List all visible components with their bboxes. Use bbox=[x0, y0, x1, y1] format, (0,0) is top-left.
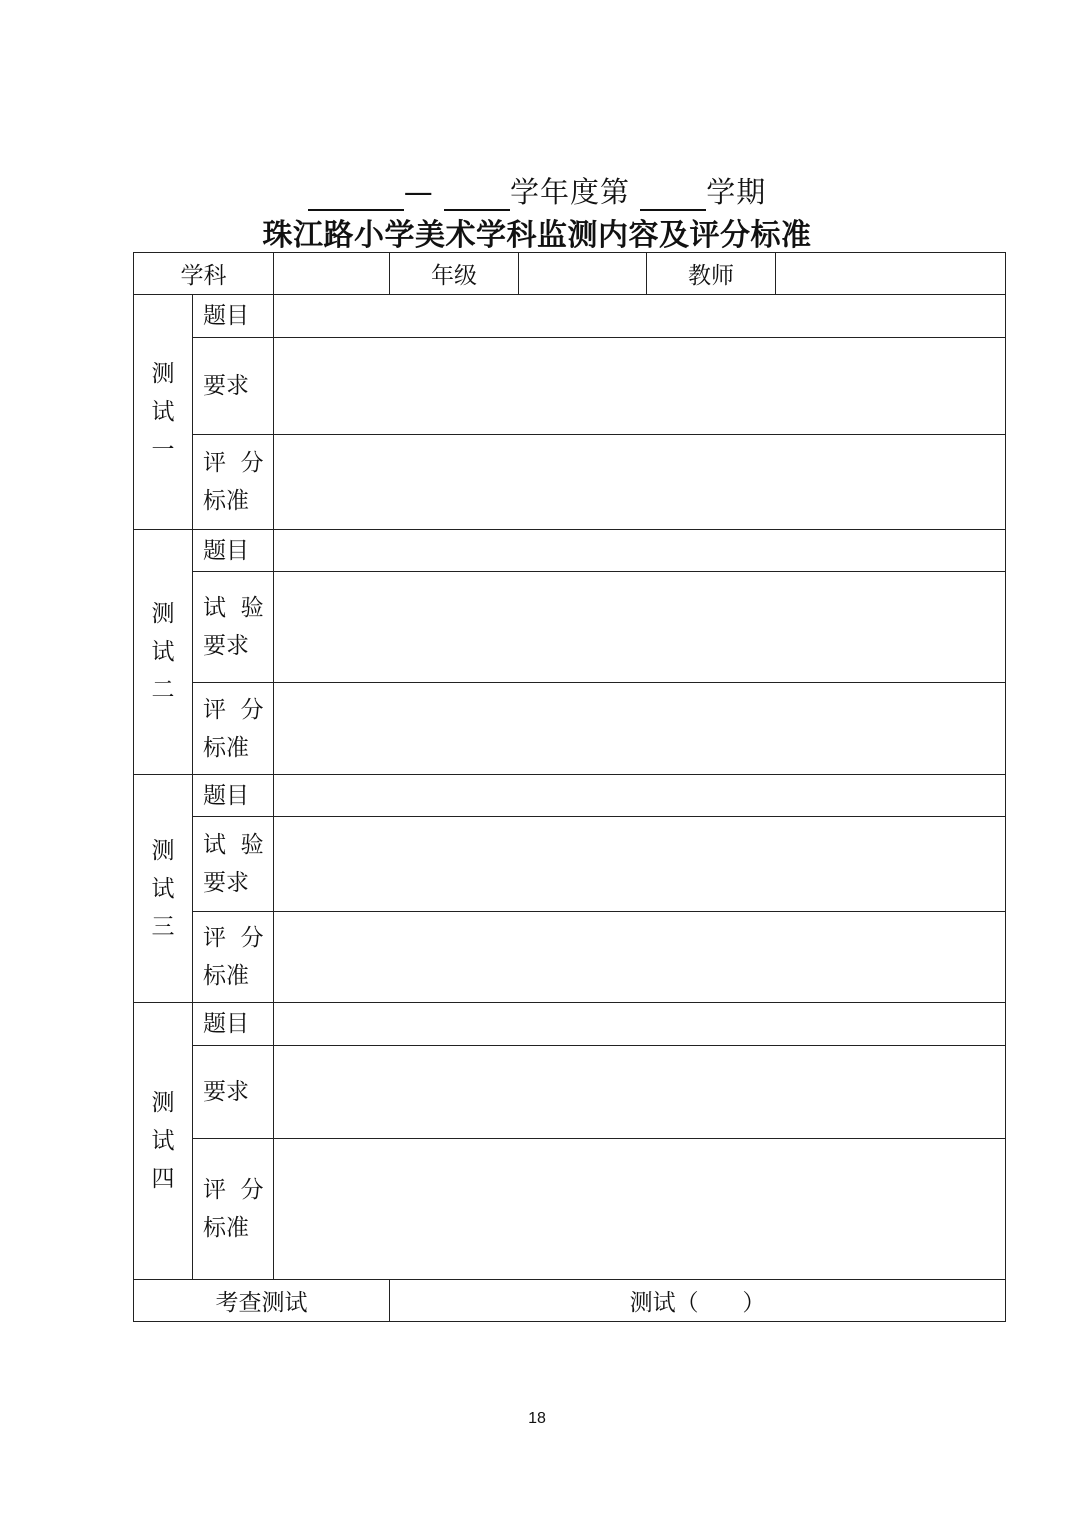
test-2-requirement-row bbox=[134, 572, 1006, 683]
test-2-topic-row bbox=[134, 530, 1006, 572]
test-4-requirement-label: 要求 bbox=[193, 1046, 274, 1139]
test-4-topic-row bbox=[134, 1003, 1006, 1046]
page-title: 珠江路小学美术学科监测内容及评分标准 bbox=[262, 218, 812, 253]
test-4-requirement-field[interactable] bbox=[274, 1046, 1006, 1139]
test-2-label: 测 试 二 bbox=[134, 530, 193, 775]
test-1-topic-field[interactable] bbox=[274, 295, 1006, 338]
info-row bbox=[134, 253, 1006, 295]
test-3-topic-label: 题目 bbox=[193, 775, 274, 817]
test-1-requirement-field[interactable] bbox=[274, 338, 1006, 435]
teacher-label: 教师 bbox=[647, 253, 776, 295]
test-1-topic-row bbox=[134, 295, 1006, 338]
year-suffix: 学年度第 bbox=[509, 175, 630, 209]
teacher-field[interactable] bbox=[776, 253, 1006, 295]
test-2-topic-label: 题目 bbox=[193, 530, 274, 572]
test-4-requirement-row bbox=[134, 1046, 1006, 1139]
test-3-criteria-field[interactable] bbox=[274, 912, 1006, 1003]
exam-test-value[interactable]: 测试（ ） bbox=[390, 1280, 1006, 1322]
grade-label: 年级 bbox=[390, 253, 519, 295]
test-3-topic-field[interactable] bbox=[274, 775, 1006, 817]
term-blank bbox=[640, 181, 706, 211]
term-suffix: 学期 bbox=[706, 175, 767, 209]
term-line bbox=[0, 170, 1074, 211]
test-3-label: 测 试 三 bbox=[134, 775, 193, 1003]
year-end-blank bbox=[444, 181, 510, 211]
test-2-requirement-label: 试 验 要求 bbox=[193, 572, 274, 683]
test-3-requirement-label: 试 验 要求 bbox=[193, 817, 274, 912]
test-2-topic-field[interactable] bbox=[274, 530, 1006, 572]
page-number: 18 bbox=[528, 1410, 546, 1427]
exam-test-row bbox=[134, 1280, 1006, 1322]
test-3-requirement-row bbox=[134, 817, 1006, 912]
exam-test-label: 考查测试 bbox=[134, 1280, 390, 1322]
test-4-criteria-label: 评 分 标准 bbox=[193, 1139, 274, 1280]
test-1-requirement-row bbox=[134, 338, 1006, 435]
test-4-topic-label: 题目 bbox=[193, 1003, 274, 1046]
subject-label: 学科 bbox=[134, 253, 274, 295]
test-2-requirement-field[interactable] bbox=[274, 572, 1006, 683]
test-4-criteria-row bbox=[134, 1139, 1006, 1280]
test-4-criteria-field[interactable] bbox=[274, 1139, 1006, 1280]
test-3-topic-row bbox=[134, 775, 1006, 817]
grade-field[interactable] bbox=[519, 253, 647, 295]
test-2-criteria-row bbox=[134, 683, 1006, 775]
test-2-criteria-label: 评 分 标准 bbox=[193, 683, 274, 775]
test-3-requirement-field[interactable] bbox=[274, 817, 1006, 912]
test-1-requirement-label: 要求 bbox=[193, 338, 274, 435]
test-1-criteria-field[interactable] bbox=[274, 435, 1006, 530]
test-2-criteria-field[interactable] bbox=[274, 683, 1006, 775]
test-3-criteria-label: 评 分 标准 bbox=[193, 912, 274, 1003]
test-1-criteria-label: 评 分 标准 bbox=[193, 435, 274, 530]
subject-field[interactable] bbox=[274, 253, 390, 295]
test-1-criteria-row bbox=[134, 435, 1006, 530]
test-4-topic-field[interactable] bbox=[274, 1003, 1006, 1046]
year-dash: — bbox=[403, 175, 434, 209]
test-4-label: 测 试 四 bbox=[134, 1003, 193, 1280]
test-1-topic-label: 题目 bbox=[193, 295, 274, 338]
year-start-blank bbox=[308, 181, 404, 211]
evaluation-form-table bbox=[133, 252, 1006, 1322]
test-3-criteria-row bbox=[134, 912, 1006, 1003]
test-1-label: 测 试 一 bbox=[134, 295, 193, 530]
